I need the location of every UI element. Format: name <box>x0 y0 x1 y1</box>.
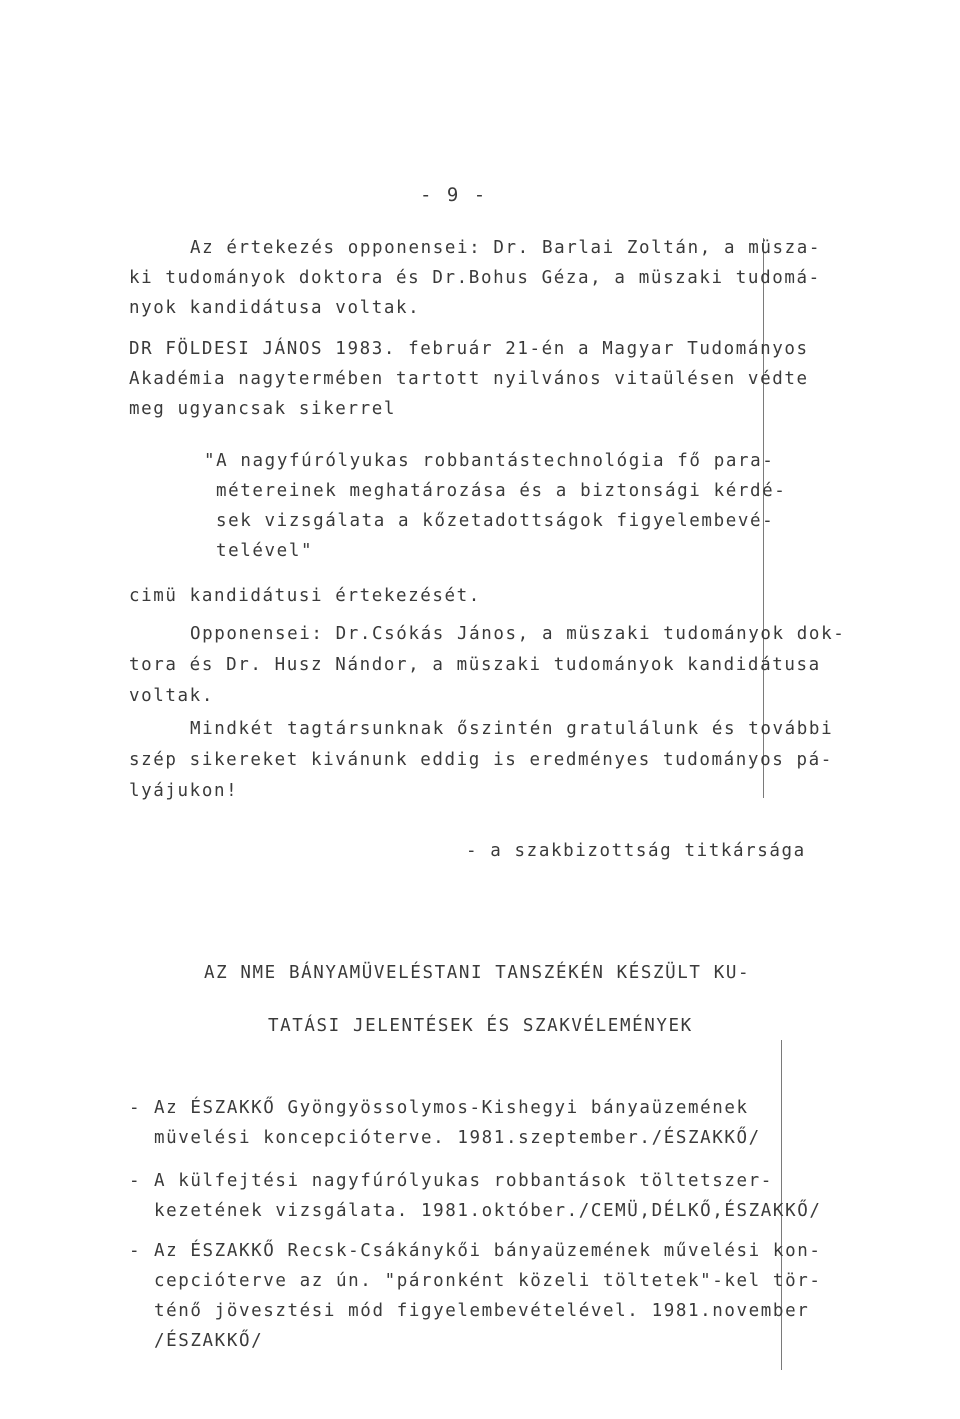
opponents-line-2: ki tudományok doktora és Dr.Bohus Géza, a müszaki tudomá- <box>129 268 821 288</box>
item-bullet-dash: - <box>129 1171 142 1191</box>
dissertation-title-line-3: sek vizsgálata a kőzetadottságok figyelembevé- <box>216 511 775 531</box>
opponents2-line-2: tora és Dr. Husz Nándor, a müszaki tudományok kandidátusa <box>129 655 821 675</box>
congrats-line-1: Mindkét tagtársunknak őszintén gratulálunk és további <box>190 719 834 739</box>
item-line: Az ÉSZAKKŐ Recsk-Csákánykői bányaüzemének művelési kon- <box>154 1241 822 1261</box>
item-bullet-dash: - <box>129 1241 142 1261</box>
section-heading-line-2: TATÁSI JELENTÉSEK ÉS SZAKVÉLEMÉNYEK <box>268 1016 693 1036</box>
item-line: kezetének vizsgálata. 1981.október./CEMÜ,DÉLKŐ,ÉSZAKKŐ/ <box>154 1201 822 1221</box>
item-line: müvelési koncepcióterve. 1981.szeptember./ÉSZAKKŐ/ <box>154 1128 761 1148</box>
item-line: cepcióterve az ún. "páronként közeli töltetek"-kel tör- <box>154 1271 822 1291</box>
opponents2-line-3: voltak. <box>129 686 214 706</box>
page-number: - 9 - <box>420 184 488 206</box>
opponents-line-3: nyok kandidátusa voltak. <box>129 298 421 318</box>
item-line: /ÉSZAKKŐ/ <box>154 1331 264 1351</box>
item-line: Az ÉSZAKKŐ Gyöngyössolymos-Kishegyi bányaüzemének <box>154 1098 749 1118</box>
foldesi-line-3: meg ugyancsak sikerrel <box>129 399 396 419</box>
item-bullet-dash: - <box>129 1098 142 1118</box>
signature-line: - a szakbizottság titkársága <box>466 841 806 861</box>
dissertation-title-line-1: "A nagyfúrólyukas robbantástechnológia fő para- <box>204 451 775 471</box>
congrats-line-3: lyájukon! <box>129 781 239 801</box>
opponents2-line-1: Opponensei: Dr.Csókás János, a müszaki tudományok dok- <box>190 624 846 644</box>
section-heading-line-1: AZ NME BÁNYAMÜVELÉSTANI TANSZÉKÉN KÉSZÜLT KU- <box>204 963 751 983</box>
opponents-line-1: Az értekezés opponensei: Dr. Barlai Zoltán, a müsza- <box>190 238 822 258</box>
dissertation-title-line-2: métereinek meghatározása és a biztonsági kérdé- <box>216 481 787 501</box>
item-line: A külfejtési nagyfúrólyukas robbantások töltetszer- <box>154 1171 773 1191</box>
foldesi-line-1: DR FÖLDESI JÁNOS 1983. február 21-én a Magyar Tudományos <box>129 339 809 359</box>
dissertation-title-line-4: telével" <box>216 541 314 561</box>
item-line: ténő jövesztési mód figyelembevételével. 1981.november <box>154 1301 810 1321</box>
congrats-line-2: szép sikereket kivánunk eddig is eredményes tudományos pá- <box>129 750 833 770</box>
foldesi-line-2: Akadémia nagytermében tartott nyilvános vitaülésen védte <box>129 369 809 389</box>
dissertation-line: cimü kandidátusi értekezését. <box>129 586 481 606</box>
